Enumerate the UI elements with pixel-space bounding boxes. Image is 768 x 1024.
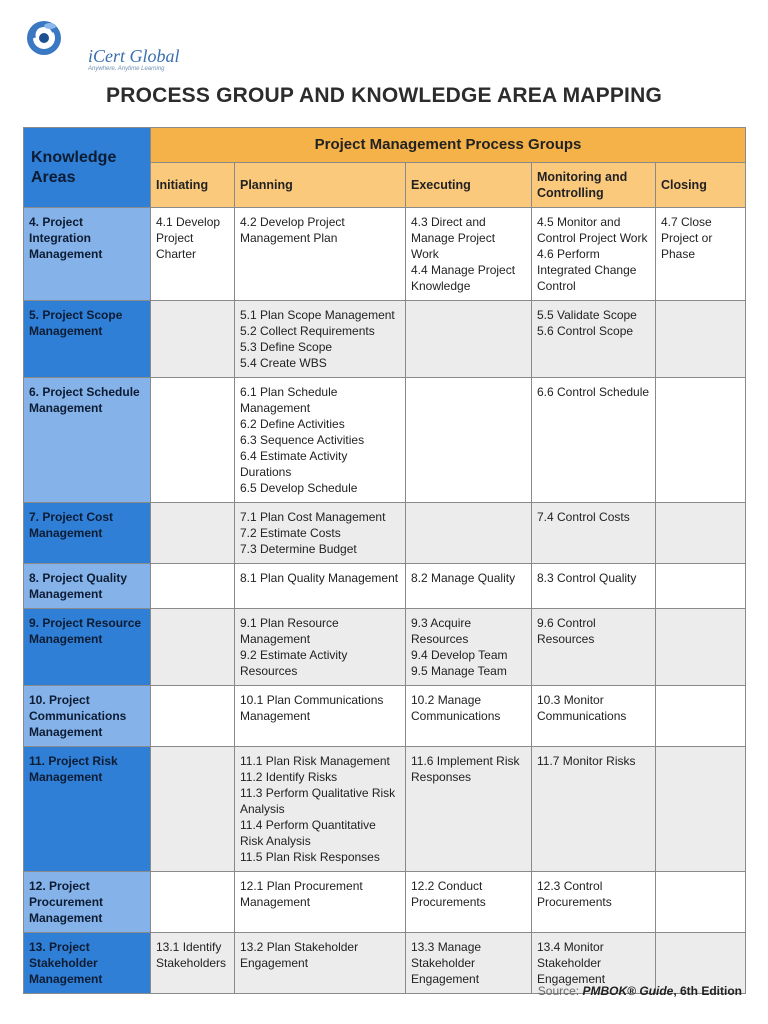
process-cell: [532, 301, 656, 378]
process-cell: [235, 208, 406, 301]
process-cell: [151, 208, 235, 301]
knowledge-area-cell: 7. Project Cost Management: [24, 503, 151, 564]
process-cell: [656, 872, 746, 933]
process-cell: [656, 564, 746, 609]
process-item: 12.2 Conduct Procurements: [411, 879, 486, 909]
process-item: 13.3 Manage Stakeholder Engagement: [411, 940, 482, 986]
process-item: 4.4 Manage Project Knowledge: [411, 263, 516, 293]
process-cell: [532, 564, 656, 609]
process-item: 9.6 Control Resources: [537, 616, 596, 646]
process-item: 7.2 Estimate Costs: [240, 526, 341, 540]
process-cell: [656, 301, 746, 378]
process-item: 12.1 Plan Procurement Management: [240, 879, 363, 909]
table-row: [24, 686, 746, 747]
knowledge-area-cell: 12. Project Procurement Management: [24, 872, 151, 933]
process-item: 13.2 Plan Stakeholder Engagement: [240, 940, 359, 970]
process-cell: [532, 747, 656, 872]
process-cell: [235, 609, 406, 686]
process-item: 10.2 Manage Communications: [411, 693, 501, 723]
process-cell: [406, 933, 532, 994]
process-item: 4.7 Close Project or Phase: [661, 215, 713, 261]
phase-header: Monitoring and Controlling: [532, 163, 656, 208]
process-cell: [532, 378, 656, 503]
phase-header: Closing: [656, 163, 746, 208]
process-item: 8.1 Plan Quality Management: [240, 571, 399, 585]
process-cell: [656, 378, 746, 503]
process-cell: [235, 933, 406, 994]
process-item: 9.3 Acquire Resources: [411, 616, 472, 646]
phase-header: Initiating: [151, 163, 235, 208]
brand-name: iCert Global: [88, 46, 180, 66]
process-cell: [656, 208, 746, 301]
process-item: 5.2 Collect Requirements: [240, 324, 375, 338]
process-cell: [656, 686, 746, 747]
process-cell: [151, 301, 235, 378]
brand-logo: [24, 14, 180, 72]
process-cell: [406, 747, 532, 872]
brand-tagline: Anywhere, Anytime Learning: [88, 66, 165, 72]
process-cell: [406, 503, 532, 564]
process-item: 11.3 Perform Qualitative Risk Analysis: [240, 786, 396, 816]
process-cell: [532, 503, 656, 564]
table-row: [24, 872, 746, 933]
process-cell: [235, 564, 406, 609]
process-item: 9.4 Develop Team: [411, 648, 508, 662]
process-item: 7.1 Plan Cost Management: [240, 510, 386, 524]
knowledge-area-cell: 9. Project Resource Management: [24, 609, 151, 686]
knowledge-area-cell: 10. Project Communications Management: [24, 686, 151, 747]
process-item: 6.6 Control Schedule: [537, 385, 650, 399]
process-item: 7.3 Determine Budget: [240, 542, 357, 556]
process-cell: [532, 208, 656, 301]
process-cell: [406, 208, 532, 301]
process-item: 8.3 Control Quality: [537, 571, 637, 585]
process-item: 9.2 Estimate Activity Resources: [240, 648, 348, 678]
process-item: 4.5 Monitor and Control Project Work: [537, 215, 648, 245]
globe-logo-icon: [24, 16, 68, 60]
process-cell: [406, 872, 532, 933]
process-cell: [151, 609, 235, 686]
process-item: 6.3 Sequence Activities: [240, 433, 365, 447]
table-row: [24, 609, 746, 686]
process-cell: [151, 378, 235, 503]
process-item: 9.5 Manage Team: [411, 664, 507, 678]
process-item: 12.3 Control Procurements: [537, 879, 612, 909]
phase-header: Executing: [406, 163, 532, 208]
knowledge-areas-header: Knowledge Areas: [24, 128, 151, 208]
process-cell: [235, 503, 406, 564]
table-row: [24, 301, 746, 378]
process-item: 11.2 Identify Risks: [240, 770, 338, 784]
process-cell: [235, 686, 406, 747]
process-cell: [151, 686, 235, 747]
process-item: 7.4 Control Costs: [537, 510, 630, 524]
process-cell: [406, 686, 532, 747]
process-cell: [532, 609, 656, 686]
process-item: 5.5 Validate Scope: [537, 308, 637, 322]
phase-header: Planning: [235, 163, 406, 208]
process-cell: [151, 747, 235, 872]
process-cell: [406, 378, 532, 503]
process-cell: [235, 378, 406, 503]
process-cell: [151, 872, 235, 933]
process-cell: [151, 503, 235, 564]
process-cell: [656, 747, 746, 872]
knowledge-area-cell: 13. Project Stakeholder Management: [24, 933, 151, 994]
mapping-table: [23, 127, 746, 994]
process-item: 5.6 Control Scope: [537, 324, 634, 338]
process-item: 5.3 Define Scope: [240, 340, 333, 354]
process-item: 4.3 Direct and Manage Project Work: [411, 215, 496, 261]
knowledge-area-cell: 5. Project Scope Management: [24, 301, 151, 378]
knowledge-area-cell: 8. Project Quality Management: [24, 564, 151, 609]
source-edition: , 6th Edition: [673, 984, 742, 998]
process-item: 11.1 Plan Risk Management: [240, 754, 390, 768]
process-item: 6.1 Plan Schedule Management: [240, 385, 338, 415]
table-row: [24, 503, 746, 564]
process-cell: [406, 564, 532, 609]
process-item: 13.4 Monitor Stakeholder Engagement: [537, 940, 606, 986]
table-row: [24, 208, 746, 301]
knowledge-area-cell: 6. Project Schedule Management: [24, 378, 151, 503]
process-item: 10.3 Monitor Communications: [537, 693, 627, 723]
process-item: 11.5 Plan Risk Responses: [240, 850, 380, 864]
process-item: 5.4 Create WBS: [240, 356, 327, 370]
process-cell: [532, 686, 656, 747]
source-citation: [538, 984, 742, 998]
process-item: 10.1 Plan Communications Management: [240, 693, 384, 723]
process-cell: [656, 609, 746, 686]
process-cell: [235, 301, 406, 378]
process-cell: [151, 564, 235, 609]
process-item: 6.4 Estimate Activity Durations: [240, 449, 348, 479]
process-item: 11.6 Implement Risk Responses: [411, 754, 520, 784]
process-item: 4.6 Perform Integrated Change Control: [537, 247, 637, 293]
process-item: 4.2 Develop Project Management Plan: [240, 215, 345, 245]
process-cell: [235, 747, 406, 872]
process-cell: [656, 503, 746, 564]
process-cell: [406, 609, 532, 686]
process-item: 11.7 Monitor Risks: [537, 754, 636, 768]
process-item: 8.2 Manage Quality: [411, 571, 516, 585]
process-cell: [406, 301, 532, 378]
process-item: 6.2 Define Activities: [240, 417, 345, 431]
process-item: 13.1 Identify Stakeholders: [156, 940, 227, 970]
process-cell: [235, 872, 406, 933]
process-item: 11.4 Perform Quantitative Risk Analysis: [240, 818, 376, 848]
knowledge-area-cell: 4. Project Integration Management: [24, 208, 151, 301]
process-groups-header: Project Management Process Groups: [151, 128, 746, 163]
process-item: 9.1 Plan Resource Management: [240, 616, 339, 646]
source-title: PMBOK® Guide: [582, 984, 674, 998]
table-row: [24, 378, 746, 503]
process-item: 4.1 Develop Project Charter: [156, 215, 221, 261]
process-item: 6.5 Develop Schedule: [240, 481, 358, 495]
table-row: [24, 747, 746, 872]
knowledge-area-cell: 11. Project Risk Management: [24, 747, 151, 872]
page-title: PROCESS GROUP AND KNOWLEDGE AREA MAPPING: [106, 84, 662, 107]
source-prefix: Source:: [537, 984, 580, 998]
process-item: 5.1 Plan Scope Management: [240, 308, 395, 322]
process-cell: [151, 933, 235, 994]
process-cell: [532, 872, 656, 933]
table-row: [24, 564, 746, 609]
